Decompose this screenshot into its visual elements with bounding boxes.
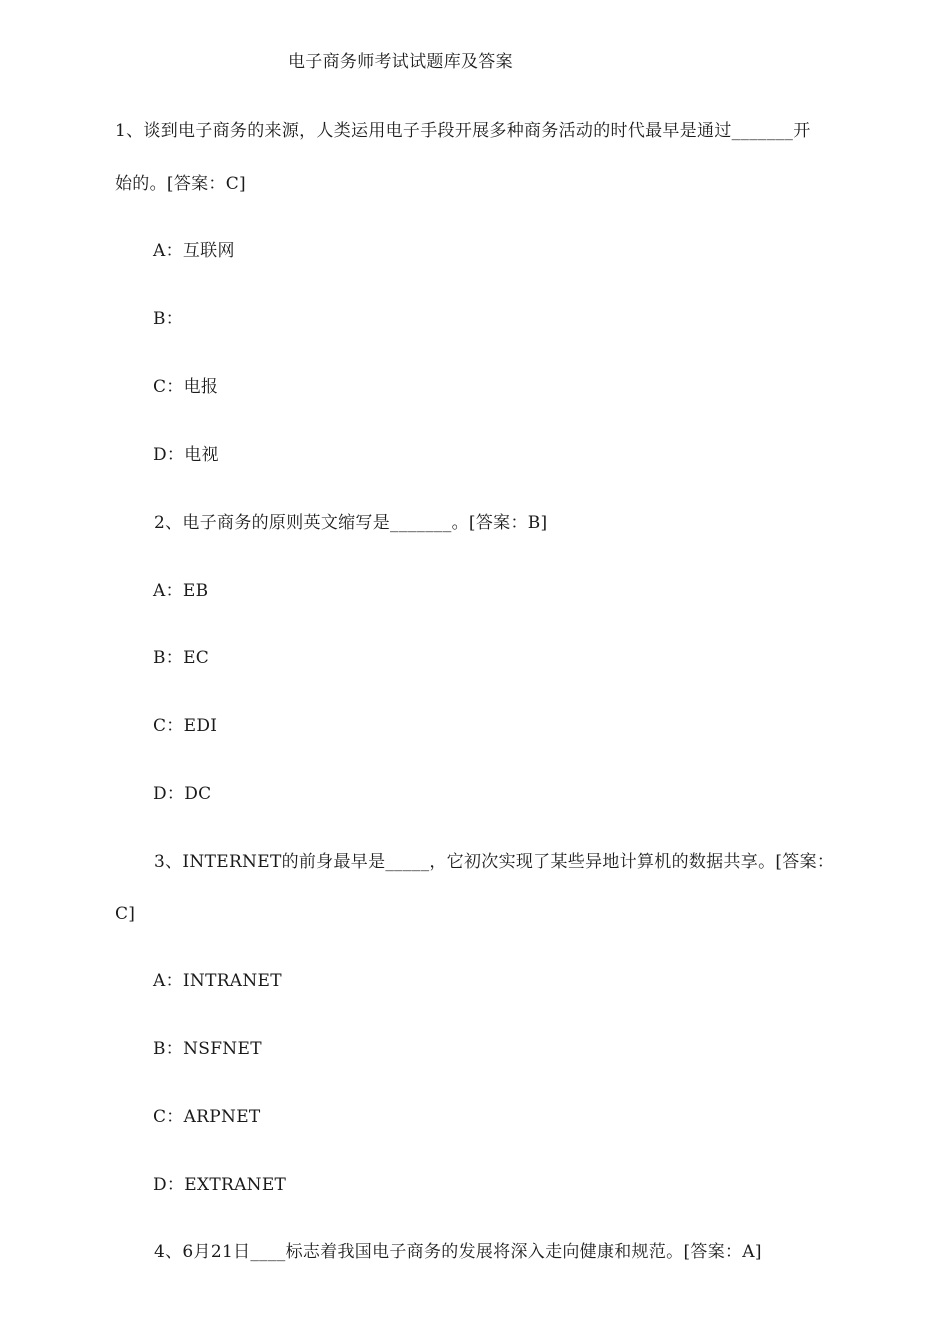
question-1-text-continued: 始的。[答案：C] (115, 174, 246, 194)
question-1-option-b: B： (153, 309, 184, 329)
question-1-option-d: D：电视 (153, 445, 219, 465)
question-2-option-d: D：DC (153, 784, 212, 804)
question-1-option-a: A：互联网 (153, 241, 235, 261)
question-3-option-d: D：EXTRANET (153, 1175, 287, 1195)
question-3-text: 3、INTERNET的前身最早是_____，它初次实现了某些异地计算机的数据共享。[答案： (154, 852, 835, 872)
document-title: 电子商务师考试试题库及答案 (288, 52, 513, 72)
question-1-option-c: C：电报 (153, 377, 219, 397)
question-4-text: 4、6月21日____标志着我国电子商务的发展将深入走向健康和规范。[答案：A] (154, 1242, 762, 1262)
question-2-option-a: A：EB (153, 581, 209, 601)
question-2-option-b: B：EC (153, 648, 210, 668)
question-3-option-c: C：ARPNET (153, 1107, 261, 1127)
question-3-option-b: B：NSFNET (153, 1039, 262, 1059)
question-2-option-c: C：EDI (153, 716, 218, 736)
question-2-text: 2、电子商务的原则英文缩写是_______。[答案：B] (154, 513, 548, 533)
question-3-option-a: A：INTRANET (153, 971, 282, 991)
question-3-text-continued: C] (115, 904, 136, 924)
question-1-text: 1、谈到电子商务的来源，人类运用电子手段开展多种商务活动的时代最早是通过_______开 (115, 121, 811, 141)
